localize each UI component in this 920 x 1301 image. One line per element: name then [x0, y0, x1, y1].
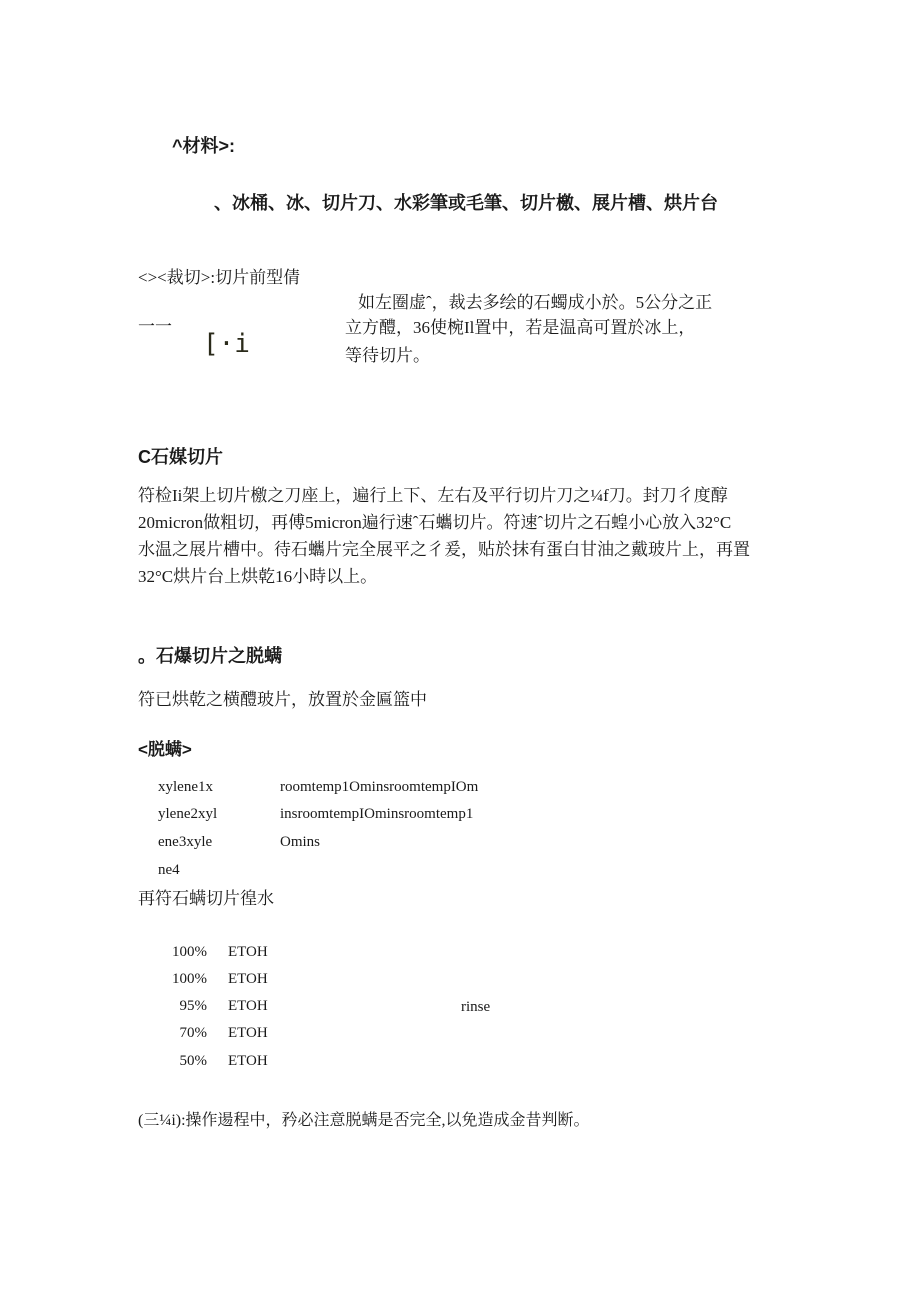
paragraph-line: 符检Ii架上切片檄之刀座上，遍行上下、左右及平行切片刀之¼f刀。封刀彳度醇 [138, 486, 728, 505]
trimming-line: 如左圈虚ˆ，裁去多绘的石蠋成小於。5公分之正 [358, 293, 713, 312]
dewax-step-left: ne4 [158, 862, 180, 878]
trimming-line: 立方醴，36使椀Il置中，若是温高可置於冰上， [345, 318, 696, 337]
dewax-step-right: insroomtempIOminsroomtemp1 [280, 806, 474, 822]
dewax-step-right: Omins [280, 834, 321, 850]
dewax-step-left: ene3xyle [158, 834, 213, 850]
ethanol-reagent: ETOH [228, 1053, 268, 1069]
trimming-dash: 一一 [138, 317, 172, 336]
rinse-label: rinse [461, 999, 491, 1015]
materials-list: 、冰桶、冰、切片刀、水彩筆或毛筆、切片檄、展片槽、烘片台 [214, 193, 718, 213]
ethanol-pct: 100% [172, 971, 207, 987]
dewax-subheading: <脱螨> [138, 740, 192, 759]
ethanol-pct: 95% [179, 998, 207, 1014]
ethanol-reagent: ETOH [228, 1025, 268, 1041]
section-dewax-intro: 符已烘乾之横醴玻片，放置於金匾篮中 [138, 690, 427, 709]
paragraph-line: 20micron做粗切，再傅5micron遍行速ˆ石蠵切片。符速ˆ切片之石蝗小心放入32°C [138, 513, 732, 532]
ethanol-reagent: ETOH [228, 998, 268, 1014]
section-dewax-heading: 。石爆切片之脱螨 [138, 646, 282, 666]
ethanol-pct: 70% [179, 1025, 207, 1041]
trimming-heading: <><裁切>:切片前型倩 [138, 268, 301, 287]
diagram-bracket-mark: [·i [203, 329, 250, 359]
section-c-heading: C石媒切片 [138, 447, 223, 467]
ethanol-reagent: ETOH [228, 971, 268, 987]
section-c-paragraph [138, 482, 818, 590]
paragraph-line: 32°C烘片台上烘乾16小時以上。 [138, 567, 378, 586]
materials-heading: ^材料>: [172, 136, 236, 156]
rehydrate-text: 再符石螨切片徨水 [138, 889, 274, 908]
dewax-step-right: roomtemp1OminsroomtempIOm [280, 779, 479, 795]
ethanol-pct: 50% [179, 1053, 207, 1069]
dewax-step-left: xylene1x [158, 779, 213, 795]
dewax-step-left: ylene2xyl [158, 806, 218, 822]
ethanol-pct: 100% [172, 944, 207, 960]
trimming-line: 等待切片。 [345, 346, 430, 365]
dewax-note: (三¼i):操作逿程中，矜必注意脱螨是否完全,以免造成金昔判断。 [138, 1112, 590, 1129]
paragraph-line: 水温之展片槽中。待石蠵片完全展平之彳爰，贴於抹有蛋白甘油之戴玻片上，再置 [138, 540, 750, 559]
ethanol-reagent: ETOH [228, 944, 268, 960]
